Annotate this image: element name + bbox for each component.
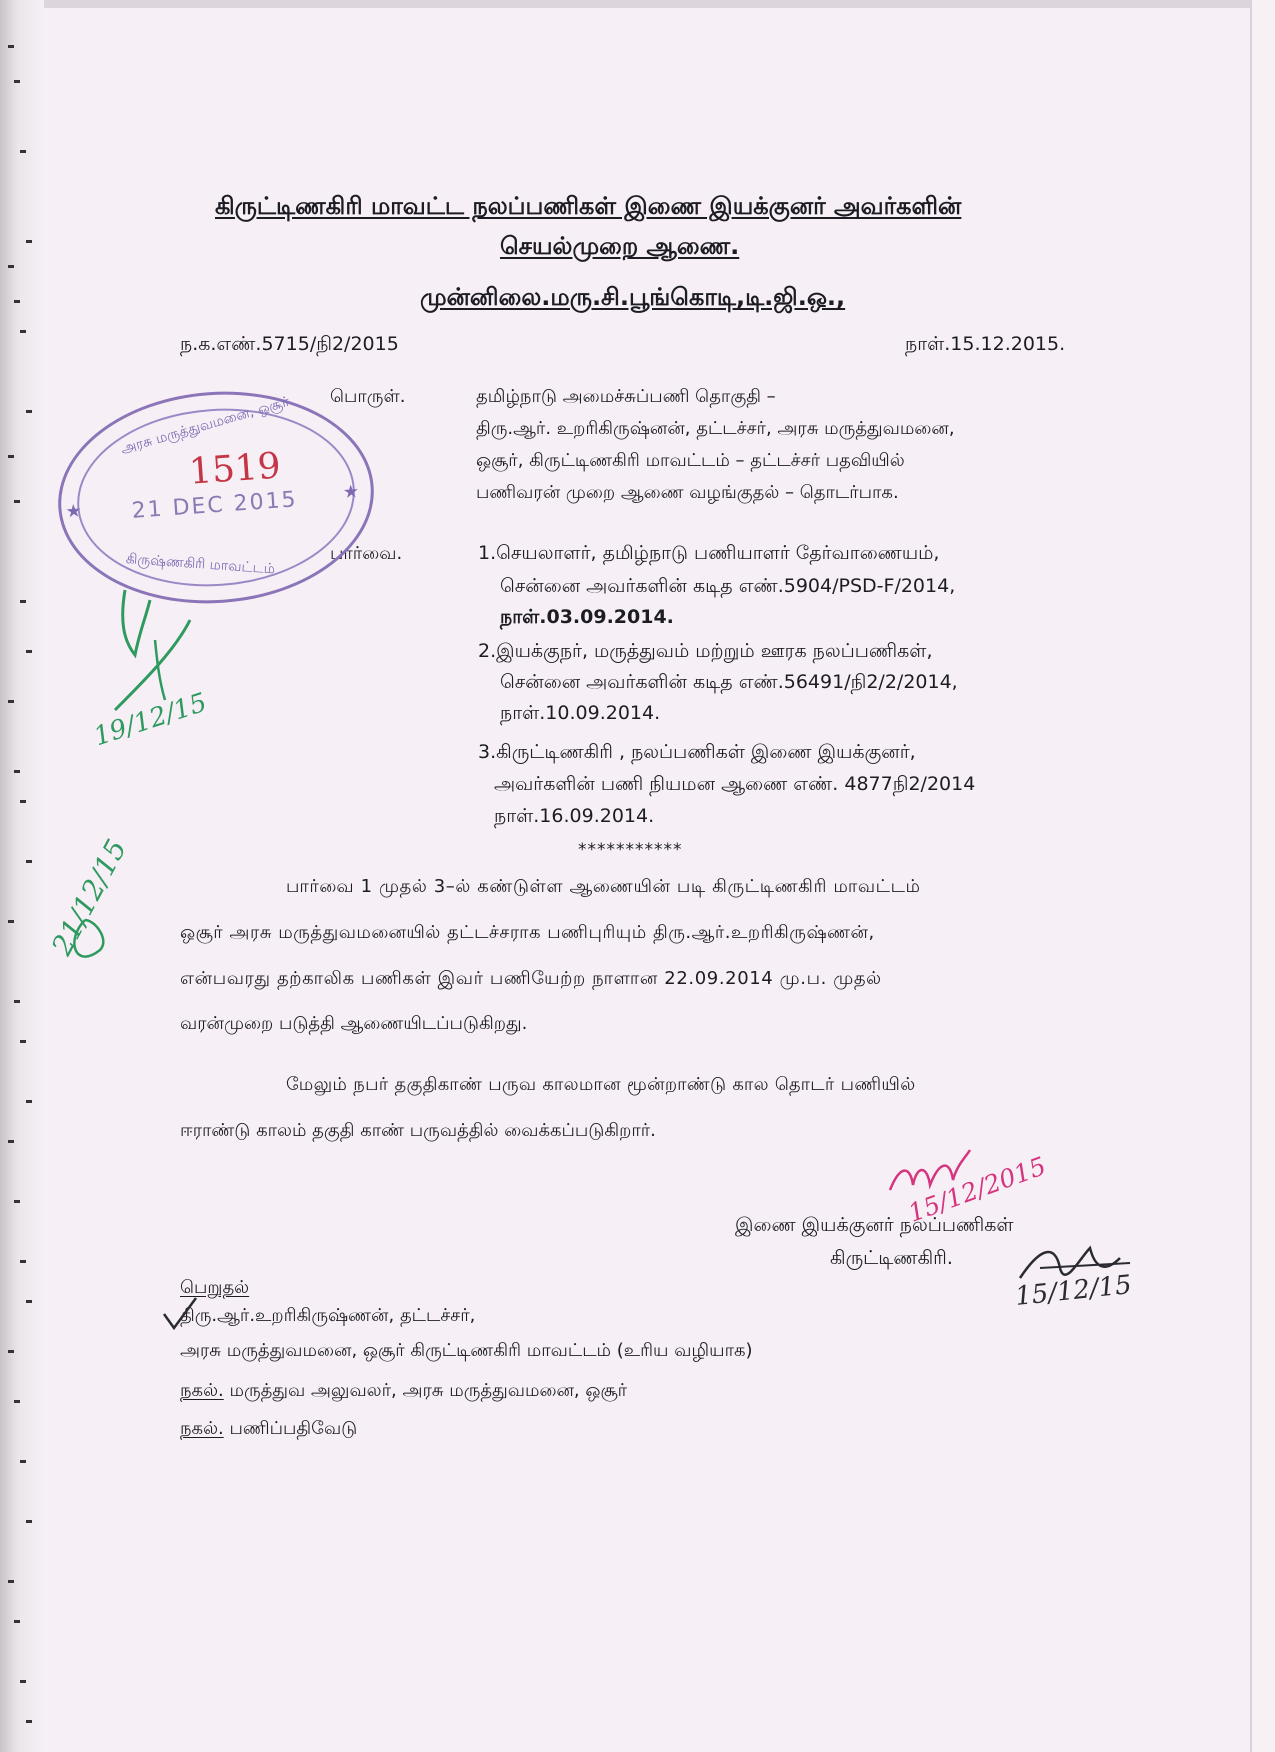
pink-handwritten-date: 15/12/2015: [904, 1151, 1050, 1228]
scan-noise-mark: [26, 1720, 32, 1723]
scan-noise-mark: [8, 45, 14, 48]
copy-label: நகல்.: [180, 1418, 224, 1439]
scan-noise-mark: [20, 1260, 26, 1263]
subject-line: திரு.ஆர். உறரிகிருஷ்னன், தட்டச்சர், அரசு மருத்துவமனை,: [476, 418, 955, 439]
reference-item-2-line: 2.இயக்குநர், மருத்துவம் மற்றும் ஊரக நலப்பணிகள்,: [478, 640, 933, 662]
scan-noise-mark: [20, 330, 26, 333]
reference-item-1-line: 1.செயலாளர், தமிழ்நாடு பணியாளர் தேர்வாணையம்,: [478, 542, 940, 564]
scan-noise-mark: [8, 1350, 14, 1353]
paragraph-1-line: வரன்முறை படுத்தி ஆணையிடப்படுகிறது.: [180, 1013, 528, 1034]
header-presence: முன்னிலை.மரு.சி.பூங்கொடி,டி.ஜி.ஒ.,: [420, 283, 846, 311]
references-label: பார்வை.: [330, 543, 403, 564]
stamp-inward-number: 1519: [187, 445, 283, 493]
scan-left-edge: [0, 0, 44, 1752]
scan-noise-mark: [14, 770, 20, 773]
scan-noise-mark: [14, 500, 20, 503]
scan-noise-mark: [8, 1580, 14, 1583]
scan-noise-mark: [26, 1520, 32, 1523]
recipient-line: திரு.ஆர்.உறரிகிருஷ்ணன், தட்டச்சர்,: [180, 1305, 476, 1326]
scan-noise-mark: [20, 1680, 26, 1683]
header-subtitle: செயல்முறை ஆணை.: [500, 232, 740, 260]
scan-noise-mark: [14, 80, 20, 83]
copy-label: நகல்.: [180, 1380, 224, 1401]
scan-noise-mark: [8, 700, 14, 703]
star-icon: ★: [342, 481, 360, 504]
scan-noise-mark: [20, 800, 26, 803]
paragraph-2-line: ஈராண்டு காலம் தகுதி காண் பருவத்தில் வைக்கப்படுகிறார்.: [180, 1120, 656, 1141]
scan-noise-mark: [26, 240, 32, 243]
reference-item-1-line: சென்னை அவர்களின் கடித எண்.5904/PSD-F/2014,: [500, 575, 956, 597]
reference-item-2-line: சென்னை அவர்களின் கடித எண்.56491/நி2/2/2014,: [500, 671, 958, 693]
scan-noise-mark: [26, 1100, 32, 1103]
paragraph-1-line: என்பவரது தற்காலிக பணிகள் இவர் பணியேற்ற நாளான 22.09.2014 மு.ப. முதல்: [180, 968, 882, 989]
reference-item-3-date: நாள்.16.09.2014.: [494, 805, 655, 827]
scan-noise-mark: [14, 300, 20, 303]
paragraph-2-line: மேலும் நபர் தகுதிகாண் பருவ காலமான மூன்றாண்டு கால தொடர் பணியில்: [286, 1074, 916, 1095]
scan-noise-mark: [26, 1300, 32, 1303]
signature-date: 15/12/15: [1013, 1269, 1134, 1313]
scan-noise-mark: [26, 650, 32, 653]
paragraph-1-line: ஒசூர் அரசு மருத்துவமனையில் தட்டச்சராக பணிபுரியும் திரு.ஆர்.உறரிகிருஷ்ணன்,: [180, 922, 875, 943]
scan-noise-mark: [20, 600, 26, 603]
copy-line: [180, 1380, 627, 1403]
subject-line: தமிழ்நாடு அமைச்சுப்பணி தொகுதி –: [476, 386, 776, 407]
reference-item-1-date: நாள்.03.09.2014.: [500, 606, 674, 628]
scan-noise-mark: [20, 1460, 26, 1463]
separator: ***********: [578, 840, 683, 860]
stamp-date: 21 DEC 2015: [130, 487, 299, 524]
tick-mark-icon: [160, 1294, 200, 1334]
stamp-text-top: அரசு மருத்துவமனை, ஒசூர்: [118, 393, 292, 458]
scan-noise-mark: [8, 920, 14, 923]
subject-line: ஒசூர், கிருட்டிணகிரி மாவட்டம் – தட்டச்சர் பதவியில்: [476, 450, 905, 471]
copy-line: [180, 1418, 357, 1441]
subject-line: பணிவரன் முறை ஆணை வழங்குதல் – தொடர்பாக.: [476, 482, 899, 503]
scan-noise-mark: [8, 455, 14, 458]
stamp-text-bottom: கிருஷ்ணகிரி மாவட்டம்: [125, 551, 276, 578]
scan-noise-mark: [26, 860, 32, 863]
recipient-label: பெறுதல்: [180, 1277, 250, 1298]
order-date: நாள்.15.12.2015.: [905, 333, 1066, 355]
copy-text: பணிப்பதிவேடு: [223, 1418, 358, 1439]
green-margin-date: 21/12/15: [45, 833, 134, 961]
copy-text: மருத்துவ அலுவலர், அரசு மருத்துவமனை, ஒசூர்: [223, 1380, 628, 1401]
scan-noise-mark: [8, 1140, 14, 1143]
scan-noise-mark: [14, 1620, 20, 1623]
reference-number: ந.க.எண்.5715/நி2/2015: [180, 333, 399, 355]
scan-noise-mark: [20, 1040, 26, 1043]
paragraph-1-line: பார்வை 1 முதல் 3–ல் கண்டுள்ள ஆணையின் படி கிருட்டிணகிரி மாவட்டம்: [286, 876, 921, 897]
scan-noise-mark: [8, 265, 14, 268]
scan-noise-mark: [14, 1200, 20, 1203]
scan-top-edge: [0, 0, 1250, 8]
scan-noise-mark: [20, 150, 26, 153]
scan-noise-mark: [14, 1400, 20, 1403]
header-title: கிருட்டிணகிரி மாவட்ட நலப்பணிகள் இணை இயக்குனர் அவர்களின்: [215, 192, 962, 220]
subject-label: பொருள்.: [330, 386, 406, 407]
star-icon: ★: [64, 500, 83, 523]
recipient-line: அரசு மருத்துவமனை, ஒசூர் கிருட்டிணகிரி மாவட்டம் (உரிய வழியாக): [180, 1340, 753, 1361]
reference-item-3-line: அவர்களின் பணி நியமன ஆணை எண். 4877நி2/2014: [494, 773, 976, 795]
reference-item-3-line: 3.கிருட்டிணகிரி , நலப்பணிகள் இணை இயக்குனர்,: [478, 741, 916, 763]
scan-noise-mark: [26, 410, 32, 413]
signatory-place: கிருட்டிணகிரி.: [830, 1247, 953, 1269]
signatory-title: இணை இயக்குனர் நலப்பணிகள்: [735, 1214, 1014, 1236]
scan-noise-mark: [14, 1000, 20, 1003]
reference-item-2-date: நாள்.10.09.2014.: [500, 702, 661, 724]
green-handwritten-date: 19/12/15: [90, 687, 211, 753]
